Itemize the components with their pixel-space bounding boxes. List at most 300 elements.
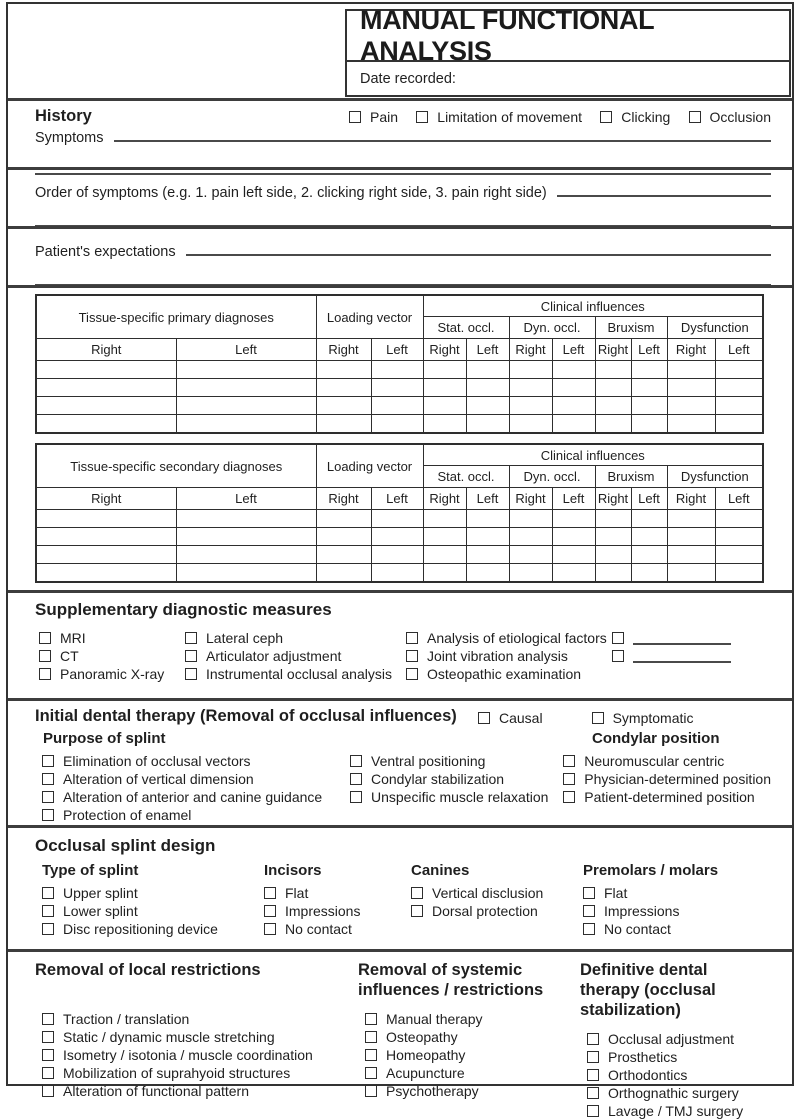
title-cell — [347, 4, 789, 66]
checkbox-icon[interactable] — [264, 887, 276, 899]
diagnosis-empty-cell[interactable] — [552, 564, 595, 583]
checkbox-icon[interactable] — [39, 632, 51, 644]
left-header: Left — [631, 339, 667, 361]
checkbox-option-unspecific-muscle-relaxation[interactable] — [350, 788, 563, 806]
checkbox-option-limitation-of-movement[interactable] — [416, 108, 582, 126]
right-header: Right — [316, 339, 371, 361]
checkbox-icon[interactable] — [587, 1069, 599, 1081]
checkbox-option-lateral-ceph[interactable] — [185, 629, 406, 647]
checkbox-icon[interactable] — [42, 809, 54, 821]
checkbox-option-joint-vibration-analysis[interactable] — [406, 647, 612, 665]
diagnosis-empty-cell[interactable] — [316, 510, 371, 528]
checkbox-label: Articulator adjustment — [206, 648, 342, 664]
checkbox-option-premolars-no-contact[interactable] — [583, 920, 771, 938]
checkbox-icon[interactable] — [42, 791, 54, 803]
stat-occl-header: Stat. occl. — [423, 317, 509, 339]
checkbox-option-mri[interactable] — [39, 629, 185, 647]
diagnosis-empty-cell[interactable] — [595, 361, 631, 379]
diagnosis-empty-cell[interactable] — [371, 510, 423, 528]
checkbox-icon[interactable] — [42, 887, 54, 899]
right-header: Right — [423, 488, 466, 510]
supplementary-column-3 — [406, 629, 612, 683]
incisors-heading: Incisors — [264, 862, 322, 879]
checkbox-icon[interactable] — [365, 1013, 377, 1025]
diagnosis-empty-cell[interactable] — [423, 564, 466, 583]
checkbox-icon[interactable] — [350, 755, 362, 767]
diagnosis-empty-cell[interactable] — [667, 361, 715, 379]
checkbox-label: Lower splint — [63, 903, 138, 919]
checkbox-option-orthognathic-surgery[interactable] — [587, 1084, 771, 1102]
diagnosis-empty-cell[interactable] — [631, 415, 667, 434]
checkbox-label: Upper splint — [63, 885, 138, 901]
diagnosis-empty-cell[interactable] — [371, 415, 423, 434]
checkbox-label: Physician-determined position — [584, 771, 771, 787]
checkbox-option-articulator-adjustment[interactable] — [185, 647, 406, 665]
diagnosis-empty-row — [36, 361, 763, 379]
checkbox-icon[interactable] — [600, 111, 612, 123]
purpose-column-1 — [42, 752, 350, 824]
diagnosis-empty-cell[interactable] — [466, 361, 509, 379]
checkbox-label: No contact — [285, 921, 352, 937]
checkbox-option-patient-determined-position[interactable] — [563, 788, 771, 806]
diagnosis-empty-cell[interactable] — [667, 379, 715, 397]
checkbox-option-analysis-etiological-factors[interactable] — [406, 629, 612, 647]
diagnosis-empty-cell[interactable] — [667, 415, 715, 434]
checkbox-icon[interactable] — [411, 905, 423, 917]
diagnosis-empty-cell[interactable] — [509, 379, 552, 397]
supplementary-column-2 — [185, 629, 406, 683]
date-recorded-row — [347, 62, 789, 95]
checkbox-icon[interactable] — [563, 755, 575, 767]
order-write-line[interactable] — [557, 182, 771, 197]
checkbox-option-clicking[interactable] — [600, 108, 670, 126]
supplementary-heading: Supplementary diagnostic measures — [35, 600, 332, 619]
diagnosis-empty-cell[interactable] — [423, 510, 466, 528]
checkbox-label: Mobilization of suprahyoid structures — [63, 1065, 291, 1081]
checkbox-option-upper-splint[interactable] — [42, 884, 264, 902]
removal-local-restrictions-column — [35, 960, 358, 1120]
supplementary-column-4 — [612, 629, 771, 683]
checkbox-icon[interactable] — [39, 650, 51, 662]
diagnosis-empty-cell[interactable] — [595, 528, 631, 546]
diagnosis-empty-cell[interactable] — [371, 528, 423, 546]
checkbox-icon[interactable] — [612, 650, 624, 662]
diagnosis-empty-cell[interactable] — [667, 528, 715, 546]
checkbox-icon[interactable] — [39, 668, 51, 680]
diagnosis-empty-cell[interactable] — [466, 397, 509, 415]
checkbox-option-mobilization-suprahyoid-structures[interactable] — [42, 1064, 358, 1082]
diagnosis-empty-cell[interactable] — [176, 528, 316, 546]
expectations-write-line[interactable] — [186, 241, 771, 256]
diagnosis-empty-cell[interactable] — [552, 510, 595, 528]
checkbox-option-orthodontics[interactable] — [587, 1066, 771, 1084]
checkbox-option-lavage-tmj-surgery[interactable] — [587, 1102, 771, 1120]
diagnosis-empty-cell[interactable] — [667, 510, 715, 528]
diagnosis-empty-cell[interactable] — [36, 361, 176, 379]
checkbox-label: Joint vibration analysis — [427, 648, 568, 664]
checkbox-icon[interactable] — [583, 923, 595, 935]
write-in-line[interactable] — [633, 650, 731, 663]
checkbox-icon[interactable] — [365, 1049, 377, 1061]
checkbox-icon[interactable] — [583, 887, 595, 899]
diagnosis-empty-row — [36, 546, 763, 564]
patient-expectations-section — [8, 229, 792, 285]
initial-dental-therapy-section — [8, 701, 792, 825]
checkbox-label: Lateral ceph — [206, 630, 284, 646]
diagnosis-empty-cell[interactable] — [176, 397, 316, 415]
diagnosis-empty-cell[interactable] — [316, 546, 371, 564]
diagnosis-empty-cell[interactable] — [715, 564, 763, 583]
diagnosis-empty-cell[interactable] — [423, 361, 466, 379]
checkbox-option-traction-translation[interactable] — [42, 1010, 358, 1028]
left-header: Left — [176, 339, 316, 361]
left-header: Left — [371, 339, 423, 361]
checkbox-icon[interactable] — [42, 905, 54, 917]
checkbox-icon[interactable] — [587, 1033, 599, 1045]
diagnosis-empty-cell[interactable] — [715, 361, 763, 379]
checkbox-icon[interactable] — [406, 632, 418, 644]
checkbox-option-prosthetics[interactable] — [587, 1048, 771, 1066]
diagnosis-empty-cell[interactable] — [595, 510, 631, 528]
checkbox-label: Alteration of vertical dimension — [63, 771, 254, 787]
type-of-splint-column — [42, 862, 264, 938]
checkbox-option-static-dynamic-muscle-stretching[interactable] — [42, 1028, 358, 1046]
left-header: Left — [552, 488, 595, 510]
checkbox-label: Osteopathic examination — [427, 666, 582, 682]
checkbox-icon[interactable] — [406, 668, 418, 680]
diagnosis-empty-cell[interactable] — [466, 564, 509, 583]
diagnosis-empty-cell[interactable] — [631, 379, 667, 397]
diagnosis-empty-cell[interactable] — [316, 564, 371, 583]
diagnosis-empty-cell[interactable] — [371, 379, 423, 397]
diagnosis-empty-cell[interactable] — [176, 379, 316, 397]
checkbox-option-premolars-flat[interactable] — [583, 884, 771, 902]
right-header: Right — [36, 339, 176, 361]
checkbox-option-neuromuscular-centric[interactable] — [563, 752, 771, 770]
checkbox-icon[interactable] — [42, 1085, 54, 1097]
checkbox-option-alteration-anterior-canine-guidance[interactable] — [42, 788, 350, 806]
checkbox-icon[interactable] — [478, 712, 490, 724]
checkbox-option-alteration-vertical-dimension[interactable] — [42, 770, 350, 788]
diagnosis-empty-cell[interactable] — [176, 361, 316, 379]
checkbox-icon[interactable] — [587, 1087, 599, 1099]
diagnosis-empty-cell[interactable] — [509, 397, 552, 415]
checkbox-option-osteopathy[interactable] — [365, 1028, 580, 1046]
checkbox-option-disc-repositioning-device[interactable] — [42, 920, 264, 938]
left-header: Left — [715, 339, 763, 361]
diagnosis-empty-cell[interactable] — [715, 397, 763, 415]
diagnosis-empty-cell[interactable] — [509, 564, 552, 583]
initial-therapy-heading: Initial dental therapy (Removal of occlusal influences) — [35, 707, 457, 725]
diagnosis-empty-cell[interactable] — [595, 546, 631, 564]
checkbox-option-ventral-positioning[interactable] — [350, 752, 563, 770]
checkbox-icon[interactable] — [349, 111, 361, 123]
diagnosis-empty-cell[interactable] — [715, 415, 763, 434]
condylar-position-heading: Condylar position — [592, 730, 720, 747]
purpose-column-2 — [350, 752, 563, 824]
diagnosis-empty-cell[interactable] — [715, 379, 763, 397]
checkbox-icon[interactable] — [587, 1105, 599, 1117]
canines-column — [411, 862, 583, 938]
checkbox-icon[interactable] — [592, 712, 604, 724]
diagnosis-empty-cell[interactable] — [423, 397, 466, 415]
diagnosis-empty-cell[interactable] — [631, 528, 667, 546]
diagnosis-empty-cell[interactable] — [176, 564, 316, 583]
right-header: Right — [595, 339, 631, 361]
loading-vector-header: Loading vector — [316, 444, 423, 488]
checkbox-option-ct[interactable] — [39, 647, 185, 665]
checkbox-icon[interactable] — [42, 755, 54, 767]
checkbox-icon[interactable] — [563, 791, 575, 803]
checkbox-icon[interactable] — [365, 1031, 377, 1043]
diagnosis-empty-cell[interactable] — [631, 397, 667, 415]
splint-design-heading: Occlusal splint design — [35, 836, 216, 855]
checkbox-label: Impressions — [604, 903, 680, 919]
checkbox-label: Unspecific muscle relaxation — [371, 789, 549, 805]
right-header: Right — [595, 488, 631, 510]
checkbox-label: Neuromuscular centric — [584, 753, 725, 769]
therapy-mode-checkboxes — [478, 707, 694, 727]
checkbox-icon[interactable] — [185, 632, 197, 644]
checkbox-option-alteration-functional-pattern[interactable] — [42, 1082, 358, 1100]
checkbox-option-instrumental-occlusal-analysis[interactable] — [185, 665, 406, 683]
checkbox-icon[interactable] — [42, 1031, 54, 1043]
clinical-influences-header: Clinical influences — [423, 444, 763, 466]
checkbox-label: Acupuncture — [386, 1065, 465, 1081]
patient-expectations-label: Patient's expectations — [35, 244, 176, 260]
right-header: Right — [509, 488, 552, 510]
checkbox-icon[interactable] — [689, 111, 701, 123]
checkbox-icon[interactable] — [42, 1067, 54, 1079]
date-recorded-input[interactable] — [456, 62, 776, 95]
checkbox-option-symptomatic[interactable] — [592, 709, 694, 727]
checkbox-icon[interactable] — [264, 905, 276, 917]
diagnosis-empty-cell[interactable] — [316, 361, 371, 379]
checkbox-label: Impressions — [285, 903, 361, 919]
checkbox-icon[interactable] — [42, 1013, 54, 1025]
diagnosis-empty-cell[interactable] — [509, 415, 552, 434]
checkbox-option-causal[interactable] — [478, 709, 543, 727]
diagnosis-empty-cell[interactable] — [715, 528, 763, 546]
table-title: Tissue-specific secondary diagnoses — [36, 444, 316, 488]
checkbox-icon[interactable] — [42, 923, 54, 935]
checkbox-icon[interactable] — [365, 1085, 377, 1097]
diagnosis-empty-row — [36, 379, 763, 397]
checkbox-icon[interactable] — [185, 668, 197, 680]
diagnosis-empty-cell[interactable] — [552, 379, 595, 397]
diagnosis-empty-cell[interactable] — [509, 546, 552, 564]
premolars-molars-heading: Premolars / molars — [583, 862, 719, 879]
diagnosis-empty-cell[interactable] — [36, 528, 176, 546]
checkbox-label: Homeopathy — [386, 1047, 466, 1063]
checkbox-option-isometry-isotonia-muscle-coordination[interactable] — [42, 1046, 358, 1064]
checkbox-option-blank-2[interactable] — [612, 647, 771, 665]
diagnosis-empty-cell[interactable] — [316, 397, 371, 415]
checkbox-icon[interactable] — [350, 791, 362, 803]
supplementary-section — [8, 593, 792, 698]
diagnosis-empty-cell[interactable] — [595, 415, 631, 434]
bruxism-header: Bruxism — [595, 317, 667, 339]
title-box — [345, 4, 791, 97]
primary-diagnoses-table — [35, 294, 764, 434]
diagnosis-empty-cell[interactable] — [176, 510, 316, 528]
checkbox-option-incisors-impressions[interactable] — [264, 902, 411, 920]
order-of-symptoms-label: Order of symptoms (e.g. 1. pain left side, 2. clicking right side, 3. pain right side) — [35, 185, 547, 201]
checkbox-label: Lavage / TMJ surgery — [608, 1103, 744, 1119]
checkbox-label: Panoramic X-ray — [60, 666, 165, 682]
diagnosis-empty-cell[interactable] — [423, 546, 466, 564]
diagnosis-empty-cell[interactable] — [423, 415, 466, 434]
checkbox-icon[interactable] — [350, 773, 362, 785]
checkbox-option-vertical-disclusion[interactable] — [411, 884, 583, 902]
checkbox-option-panoramic-xray[interactable] — [39, 665, 185, 683]
diagnosis-empty-cell[interactable] — [667, 564, 715, 583]
checkbox-option-protection-of-enamel[interactable] — [42, 806, 350, 824]
checkbox-icon[interactable] — [365, 1067, 377, 1079]
history-section — [8, 101, 792, 167]
checkbox-label: No contact — [604, 921, 671, 937]
diagnosis-empty-cell[interactable] — [667, 397, 715, 415]
symptom-checkbox-row — [349, 107, 771, 126]
diagnosis-empty-cell[interactable] — [667, 546, 715, 564]
checkbox-label: Isometry / isotonia / muscle coordination — [63, 1047, 313, 1063]
diagnosis-empty-cell[interactable] — [371, 397, 423, 415]
checkbox-option-incisors-no-contact[interactable] — [264, 920, 411, 938]
checkbox-option-premolars-impressions[interactable] — [583, 902, 771, 920]
diagnosis-empty-cell[interactable] — [466, 528, 509, 546]
diagnosis-empty-cell[interactable] — [552, 415, 595, 434]
diagnosis-empty-cell[interactable] — [36, 379, 176, 397]
checkbox-label: Analysis of etiological factors — [427, 630, 607, 646]
clinical-influences-header: Clinical influences — [423, 295, 763, 317]
secondary-diagnoses-table — [35, 443, 764, 583]
removal-systemic-influences-column — [358, 960, 580, 1120]
dyn-occl-header: Dyn. occl. — [509, 317, 595, 339]
checkbox-icon[interactable] — [416, 111, 428, 123]
checkbox-option-acupuncture[interactable] — [365, 1064, 580, 1082]
diagnosis-empty-cell[interactable] — [371, 361, 423, 379]
diagnosis-empty-cell[interactable] — [552, 361, 595, 379]
diagnosis-empty-cell[interactable] — [316, 379, 371, 397]
symptoms-write-line[interactable] — [114, 127, 772, 142]
checkbox-option-occlusal-adjustment[interactable] — [587, 1030, 771, 1048]
checkbox-label: Osteopathy — [386, 1029, 458, 1045]
checkbox-label: Disc repositioning device — [63, 921, 218, 937]
checkbox-label: Condylar stabilization — [371, 771, 505, 787]
diagnosis-empty-cell[interactable] — [509, 528, 552, 546]
left-header: Left — [552, 339, 595, 361]
checkbox-option-incisors-flat[interactable] — [264, 884, 411, 902]
diagnosis-empty-cell[interactable] — [631, 510, 667, 528]
diagnosis-empty-cell[interactable] — [509, 361, 552, 379]
diagnosis-empty-cell[interactable] — [371, 546, 423, 564]
diagnosis-empty-cell[interactable] — [552, 528, 595, 546]
checkbox-label: Psychotherapy — [386, 1083, 479, 1099]
checkbox-option-physician-determined-position[interactable] — [563, 770, 771, 788]
checkbox-label: Clicking — [621, 109, 671, 125]
canines-heading: Canines — [411, 862, 470, 879]
diagnosis-empty-cell[interactable] — [36, 397, 176, 415]
checkbox-label: Protection of enamel — [63, 807, 192, 823]
diagnosis-empty-cell[interactable] — [631, 564, 667, 583]
left-header: Left — [466, 488, 509, 510]
diagnosis-empty-cell[interactable] — [631, 361, 667, 379]
right-header: Right — [316, 488, 371, 510]
diagnosis-empty-cell[interactable] — [631, 546, 667, 564]
checkbox-icon[interactable] — [42, 773, 54, 785]
diagnosis-empty-cell[interactable] — [466, 379, 509, 397]
diagnosis-empty-cell[interactable] — [552, 397, 595, 415]
diagnosis-empty-cell[interactable] — [176, 415, 316, 434]
checkbox-option-elimination-occlusal-vectors[interactable] — [42, 752, 350, 770]
right-header: Right — [667, 339, 715, 361]
diagnosis-empty-cell[interactable] — [316, 528, 371, 546]
diagnosis-empty-cell[interactable] — [466, 415, 509, 434]
checkbox-icon[interactable] — [563, 773, 575, 785]
diagnosis-empty-cell[interactable] — [36, 564, 176, 583]
removal-systemic-influences-heading: Removal of systemic influences / restrictions — [358, 961, 544, 999]
checkbox-label: Traction / translation — [63, 1011, 190, 1027]
diagnosis-empty-cell[interactable] — [715, 510, 763, 528]
checkbox-icon[interactable] — [612, 632, 624, 644]
premolars-molars-column — [583, 862, 771, 938]
checkbox-option-lower-splint[interactable] — [42, 902, 264, 920]
diagnosis-empty-cell[interactable] — [595, 564, 631, 583]
diagnosis-empty-cell[interactable] — [715, 546, 763, 564]
diagnosis-empty-cell[interactable] — [423, 379, 466, 397]
checkbox-option-pain[interactable] — [349, 108, 398, 126]
diagnosis-empty-row — [36, 564, 763, 583]
diagnosis-empty-cell[interactable] — [36, 510, 176, 528]
diagnosis-empty-cell[interactable] — [466, 510, 509, 528]
left-header: Left — [176, 488, 316, 510]
diagnosis-empty-cell[interactable] — [176, 546, 316, 564]
diagnosis-empty-cell[interactable] — [36, 546, 176, 564]
diagnosis-empty-cell[interactable] — [595, 379, 631, 397]
diagnosis-empty-cell[interactable] — [371, 564, 423, 583]
checkbox-label: Causal — [499, 710, 543, 726]
checkbox-option-dorsal-protection[interactable] — [411, 902, 583, 920]
checkbox-option-homeopathy[interactable] — [365, 1046, 580, 1064]
checkbox-label: Instrumental occlusal analysis — [206, 666, 392, 682]
checkbox-label: Pain — [370, 109, 399, 125]
checkbox-icon[interactable] — [583, 905, 595, 917]
checkbox-icon[interactable] — [587, 1051, 599, 1063]
diagnosis-empty-cell[interactable] — [552, 546, 595, 564]
checkbox-option-occlusion[interactable] — [689, 108, 771, 126]
write-in-line[interactable] — [633, 632, 731, 645]
checkbox-icon[interactable] — [42, 1049, 54, 1061]
checkbox-label: Symptomatic — [612, 710, 694, 726]
diagnosis-empty-cell[interactable] — [595, 397, 631, 415]
diagnosis-empty-cell[interactable] — [466, 546, 509, 564]
checkbox-icon[interactable] — [406, 650, 418, 662]
diagnosis-empty-cell[interactable] — [423, 528, 466, 546]
checkbox-icon[interactable] — [411, 887, 423, 899]
checkbox-option-osteopathic-examination[interactable] — [406, 665, 612, 683]
checkbox-icon[interactable] — [185, 650, 197, 662]
diagnosis-empty-cell[interactable] — [509, 510, 552, 528]
checkbox-label: Occlusal adjustment — [608, 1031, 735, 1047]
checkbox-option-condylar-stabilization[interactable] — [350, 770, 563, 788]
diagnosis-empty-cell[interactable] — [36, 415, 176, 434]
checkbox-option-psychotherapy[interactable] — [365, 1082, 580, 1100]
checkbox-option-blank-1[interactable] — [612, 629, 771, 647]
checkbox-icon[interactable] — [264, 923, 276, 935]
checkbox-option-manual-therapy[interactable] — [365, 1010, 580, 1028]
diagnosis-empty-cell[interactable] — [316, 415, 371, 434]
diagnosis-empty-row — [36, 415, 763, 434]
